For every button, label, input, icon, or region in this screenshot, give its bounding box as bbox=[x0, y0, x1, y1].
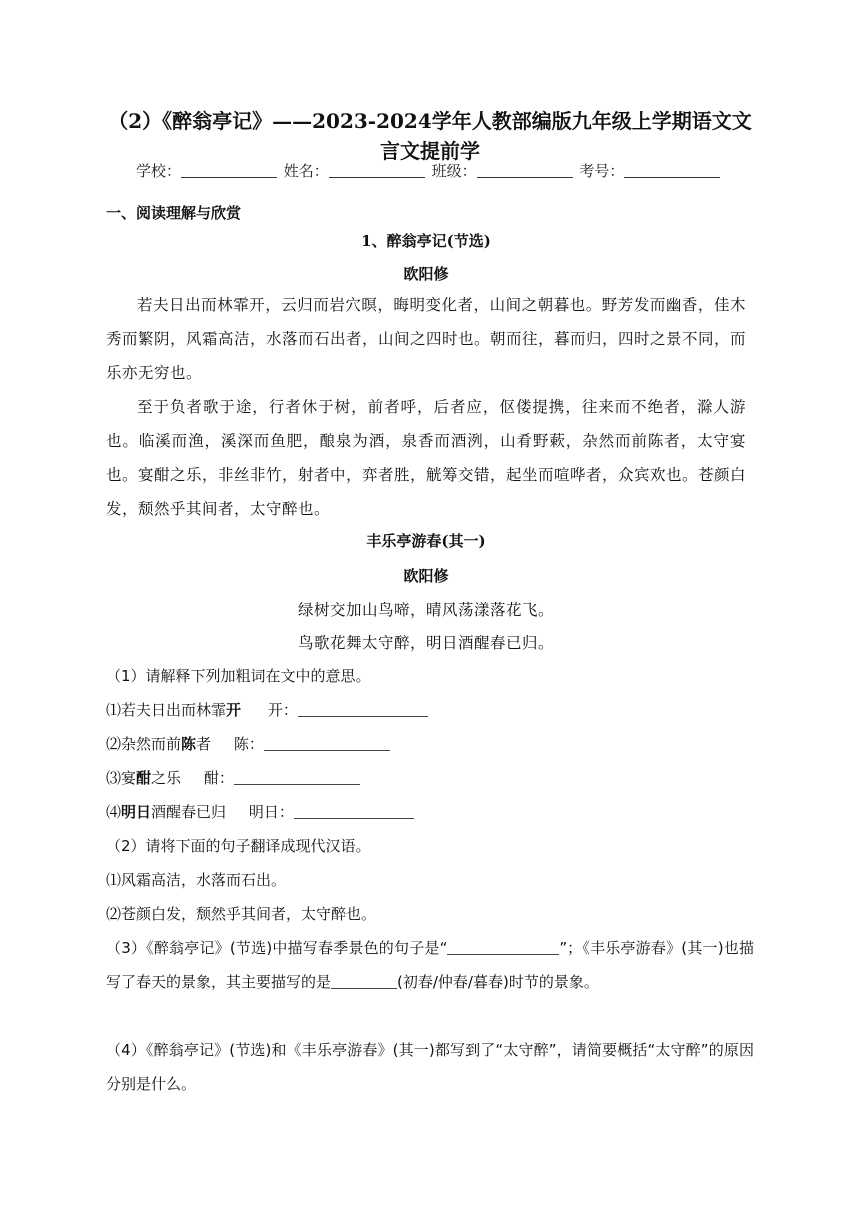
item-text: ⑵杂然而前 bbox=[106, 735, 182, 753]
question-1-item bbox=[106, 761, 754, 795]
text1-title: 1、醉翁亭记(节选) bbox=[361, 232, 491, 250]
question-1: （1）请解释下列加粗词在文中的意思。 bbox=[106, 667, 371, 685]
poem-line-2: 鸟歌花舞太守醉，明日酒醒春已归。 bbox=[297, 634, 554, 652]
question-2-item: ⑵苍颜白发，颓然乎其间者，太守醉也。 bbox=[106, 905, 377, 923]
exam-number-label: 考号： bbox=[579, 162, 625, 180]
question-1-item bbox=[106, 795, 754, 829]
class-field[interactable] bbox=[477, 163, 573, 178]
bold-word: 酣 bbox=[136, 769, 152, 787]
question-3 bbox=[106, 931, 754, 999]
answer-blank[interactable] bbox=[234, 770, 360, 785]
class-label: 班级： bbox=[431, 162, 477, 180]
question-1-item bbox=[106, 693, 754, 727]
bold-word: 陈 bbox=[181, 735, 197, 753]
answer-blank[interactable] bbox=[294, 804, 414, 819]
name-field[interactable] bbox=[329, 163, 425, 178]
page-title: （2）《醉翁亭记》——2023-2024学年人教部编版九年级上学期语文文言文提前学 bbox=[108, 109, 752, 163]
student-info-line bbox=[136, 160, 722, 181]
text2-author: 欧阳修 bbox=[403, 567, 449, 585]
item-text: ⑷ bbox=[106, 803, 122, 821]
exam-number-field[interactable] bbox=[624, 163, 720, 178]
answer-blank[interactable] bbox=[331, 974, 397, 989]
text1-paragraph-1: 若夫日出而林霏开，云归而岩穴暝，晦明变化者，山间之朝暮也。野芳发而幽香，佳木秀而繁阴，风霜高洁，水落而石出者，山间之四时也。朝而往，暮而归，四时之景不同，而乐亦无穷也。 bbox=[106, 296, 747, 382]
item-text: ⑶宴 bbox=[106, 769, 137, 787]
question-3-text-b: ”；《丰乐亭游春》(其一)也描写了春天的景象，其主要描写的是 bbox=[106, 939, 754, 991]
bold-word: 明日 bbox=[121, 803, 152, 821]
answer-label: 陈： bbox=[233, 735, 264, 753]
question-3-text-c: (初春/仲春/暮春)时节的景象。 bbox=[397, 973, 599, 991]
question-3-text-a: （3）《醉翁亭记》(节选)中描写春季景色的句子是“ bbox=[106, 939, 448, 957]
answer-label: 明日： bbox=[248, 803, 294, 821]
poem-line-1: 绿树交加山鸟啼，晴风荡漾落花飞。 bbox=[297, 601, 554, 619]
text1-author: 欧阳修 bbox=[403, 265, 449, 283]
item-text: 之乐 bbox=[151, 769, 182, 787]
answer-label: 酣： bbox=[203, 769, 234, 787]
school-field[interactable] bbox=[181, 163, 277, 178]
answer-label: 开： bbox=[267, 701, 298, 719]
question-1-item bbox=[106, 727, 754, 761]
section-heading: 一、阅读理解与欣赏 bbox=[106, 204, 242, 222]
school-label: 学校： bbox=[136, 162, 182, 180]
item-text: 者 bbox=[196, 735, 212, 753]
name-label: 姓名： bbox=[283, 162, 329, 180]
question-2: （2）请将下面的句子翻译成现代汉语。 bbox=[106, 837, 371, 855]
item-text: 酒醒春已归 bbox=[151, 803, 227, 821]
text1-paragraph-2: 至于负者歌于途，行者休于树，前者呼，后者应，伛偻提携，往来而不绝者，滁人游也。临溪而渔，溪深而鱼肥，酿泉为酒，泉香而酒洌，山肴野蔌，杂然而前陈者，太守宴也。宴酣之乐，非丝非竹，射者中，弈者胜，觥筹交错，起坐而喧哗者，众宾欢也。苍颜白发，颓然乎其间者，太守醉也。 bbox=[106, 398, 747, 518]
text2-title: 丰乐亭游春(其一) bbox=[366, 532, 486, 550]
question-2-item: ⑴风霜高洁，水落而石出。 bbox=[106, 871, 287, 889]
answer-blank[interactable] bbox=[447, 940, 559, 955]
answer-blank[interactable] bbox=[298, 702, 428, 717]
question-4: （4）《醉翁亭记》(节选)和《丰乐亭游春》(其一)都写到了“太守醉”，请简要概括“太守醉”的原因分别是什么。 bbox=[106, 1041, 754, 1093]
answer-blank[interactable] bbox=[264, 736, 390, 751]
bold-word: 开 bbox=[226, 701, 242, 719]
item-text: ⑴若夫日出而林霏 bbox=[106, 701, 227, 719]
